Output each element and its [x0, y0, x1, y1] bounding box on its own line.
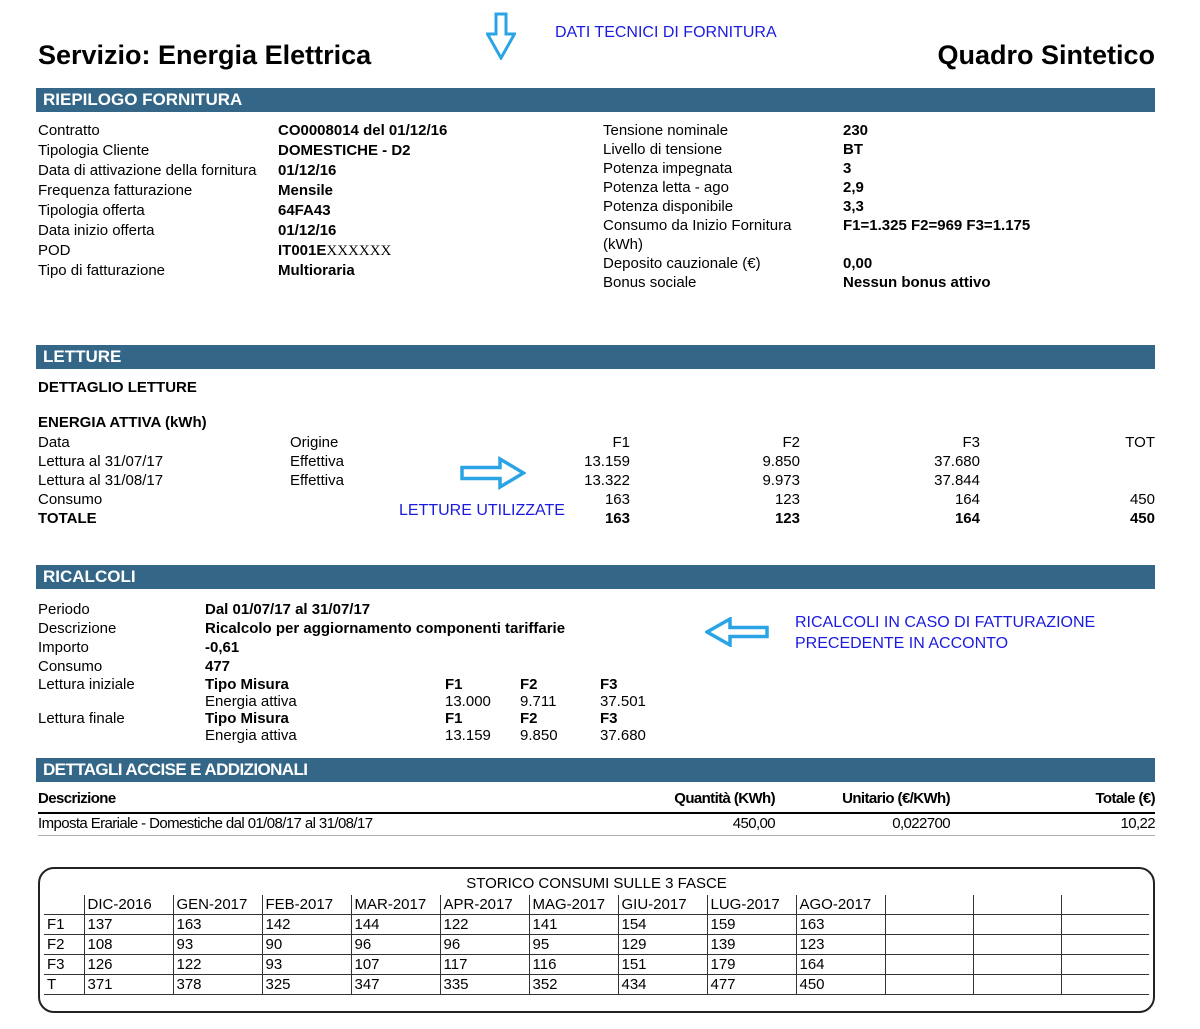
field-value: -0,61 — [205, 639, 240, 656]
tipo-misura-header: Tipo Misura — [205, 710, 289, 727]
field-value: Ricalcolo per aggiornamento componenti tariffarie — [205, 620, 566, 637]
cell: 450 — [796, 975, 885, 995]
field-label: Deposito cauzionale (€) — [603, 255, 761, 272]
cell: 325 — [262, 975, 351, 995]
f1-header: F1 — [445, 676, 463, 693]
storico-row — [44, 935, 1149, 955]
field-value — [278, 241, 391, 261]
cell: 108 — [84, 935, 173, 955]
cell: 126 — [84, 955, 173, 975]
riepilogo-right-column — [603, 121, 1155, 292]
field-value-main: Mensile — [278, 182, 334, 199]
field-label: Data di attivazione della fornitura — [38, 162, 257, 179]
field-label: Consumo — [38, 658, 103, 675]
storico-rows — [44, 915, 1149, 995]
field-label: Periodo — [38, 601, 90, 618]
riepilogo-row — [603, 216, 1155, 254]
reading-block — [38, 710, 738, 744]
riepilogo-row — [603, 140, 1155, 159]
section-bar-accise: DETTAGLI ACCISE E ADDIZIONALI — [36, 758, 1155, 782]
field-label: Potenza disponibile — [603, 198, 734, 215]
field-value-main: 01/12/16 — [278, 162, 337, 179]
cell-f2: 9.850 — [762, 453, 800, 470]
ricalcoli-note-line1: RICALCOLI IN CASO DI FATTURAZIONE — [795, 614, 1096, 631]
month-header: APR-2017 — [440, 895, 529, 915]
f1-value: 13.159 — [445, 727, 491, 744]
cell — [885, 935, 973, 955]
cell: 335 — [440, 975, 529, 995]
total-label: TOTALE — [38, 510, 97, 527]
storico-title: STORICO CONSUMI SULLE 3 FASCE — [466, 875, 727, 892]
field-label: Contratto — [38, 122, 100, 139]
field-value: 3,3 — [843, 198, 864, 215]
field-label: Descrizione — [38, 620, 117, 637]
cell: 144 — [351, 915, 440, 935]
storico-row — [44, 975, 1149, 995]
field-value — [278, 141, 411, 161]
cell-tot — [980, 452, 1155, 471]
cell: 117 — [440, 955, 529, 975]
f2-header: F2 — [520, 710, 538, 727]
total-f1: 163 — [604, 510, 630, 527]
riepilogo-row — [603, 178, 1155, 197]
cell: 96 — [351, 935, 440, 955]
storico-row — [44, 955, 1149, 975]
cell-data: Lettura al 31/08/17 — [38, 472, 164, 489]
spacer — [38, 693, 205, 710]
cell-f1: 13.159 — [584, 453, 630, 470]
cell — [973, 935, 1061, 955]
cell: 154 — [618, 915, 707, 935]
accise-data-row — [38, 814, 1155, 836]
field-value-main: 01/12/16 — [278, 222, 337, 239]
cell-f3: 164 — [954, 491, 980, 508]
ricalcoli-fields — [38, 600, 738, 676]
cell: 139 — [707, 935, 796, 955]
cell — [1061, 955, 1149, 975]
field-value — [278, 261, 355, 281]
cell: 352 — [529, 975, 618, 995]
col-unitario: Unitario (€/KWh) — [842, 790, 950, 807]
month-header: MAG-2017 — [529, 895, 618, 915]
month-header: GEN-2017 — [173, 895, 262, 915]
col-tot: TOT — [1125, 434, 1155, 451]
cell — [973, 975, 1061, 995]
storico-box — [38, 867, 1155, 1013]
riepilogo-row — [38, 201, 563, 221]
field-value-masked: XXXXXX — [326, 243, 392, 259]
cell: 151 — [618, 955, 707, 975]
field-value-main: CO0008014 del 01/12/16 — [278, 122, 448, 139]
field-label: Potenza letta - ago — [603, 179, 729, 196]
cell: 122 — [440, 915, 529, 935]
cell: 371 — [84, 975, 173, 995]
cell: 163 — [173, 915, 262, 935]
cell: 93 — [262, 955, 351, 975]
field-value — [278, 181, 333, 201]
row-label: F2 — [44, 935, 84, 955]
storico-table — [44, 895, 1149, 995]
cell-origine: Effettiva — [290, 472, 344, 489]
section-bar-letture: LETTURE — [36, 345, 1155, 369]
field-value: 230 — [843, 122, 869, 139]
cell: 96 — [440, 935, 529, 955]
ricalcoli-field-row — [38, 600, 738, 619]
total-f2: 123 — [774, 510, 800, 527]
month-header: DIC-2016 — [84, 895, 173, 915]
cell-descrizione: Imposta Erariale - Domestiche dal 01/08/17 al 31/08/17 — [38, 815, 373, 832]
cell-f1: 13.322 — [584, 472, 630, 489]
accise-table — [38, 789, 1155, 836]
cell-totale: 10,22 — [1120, 815, 1155, 832]
field-value: F1=1.325 F2=969 F3=1.175 — [843, 217, 1031, 234]
page-title: Servizio: Energia Elettrica — [38, 40, 372, 70]
cell: 90 — [262, 935, 351, 955]
cell: 179 — [707, 955, 796, 975]
riepilogo-row — [38, 141, 563, 161]
col-descrizione: Descrizione — [38, 790, 116, 807]
riepilogo-row — [38, 161, 563, 181]
riepilogo-left-column — [38, 121, 563, 281]
col-f2: F2 — [782, 434, 800, 451]
cell-unitario: 0,022700 — [892, 815, 950, 832]
letture-rows — [38, 452, 1155, 509]
cell: 434 — [618, 975, 707, 995]
month-header: MAR-2017 — [351, 895, 440, 915]
field-value-main: Multioraria — [278, 262, 355, 279]
riepilogo-row — [603, 254, 1155, 273]
cell-f2: 9.973 — [762, 472, 800, 489]
dati-tecnici-note: DATI TECNICI DI FORNITURA — [555, 24, 777, 41]
reading-label: Lettura finale — [38, 710, 125, 727]
riepilogo-row — [38, 121, 563, 141]
riepilogo-row — [38, 181, 563, 201]
accise-header-row — [38, 789, 1155, 814]
reading-header-row — [38, 676, 738, 693]
dettaglio-letture-heading: DETTAGLIO LETTURE — [38, 379, 197, 396]
cell — [885, 915, 973, 935]
reading-header-row — [38, 710, 738, 727]
cell-f2: 123 — [774, 491, 800, 508]
field-value: 0,00 — [843, 255, 873, 272]
total-tot: 450 — [1129, 510, 1155, 527]
cell: 137 — [84, 915, 173, 935]
field-value: Nessun bonus attivo — [843, 274, 991, 291]
field-value: 477 — [205, 658, 231, 675]
f2-header: F2 — [520, 676, 538, 693]
cell: 123 — [796, 935, 885, 955]
cell-f1: 163 — [604, 491, 630, 508]
ricalcoli-field-row — [38, 619, 738, 638]
cell-f3: 37.844 — [934, 472, 980, 489]
cell: 93 — [173, 935, 262, 955]
misura-name: Energia attiva — [205, 693, 297, 710]
reading-block — [38, 676, 738, 710]
cell: 129 — [618, 935, 707, 955]
cell: 122 — [173, 955, 262, 975]
reading-label: Lettura iniziale — [38, 676, 135, 693]
riepilogo-row — [603, 197, 1155, 216]
letture-row — [38, 490, 1155, 509]
section-bar-ricalcoli: RICALCOLI — [36, 565, 1155, 589]
col-f1: F1 — [612, 434, 630, 451]
field-label: Consumo da Inizio Fornitura (kWh) — [603, 217, 792, 253]
right-arrow-icon — [460, 456, 526, 490]
tipo-misura-header: Tipo Misura — [205, 676, 289, 693]
month-header: AGO-2017 — [796, 895, 885, 915]
spacer — [38, 727, 205, 744]
ricalcoli-readings — [38, 676, 738, 744]
f3-header: F3 — [600, 676, 618, 693]
ricalcoli-field-row — [38, 657, 738, 676]
f3-header: F3 — [600, 710, 618, 727]
letture-total-row — [38, 509, 1155, 528]
reading-value-row — [38, 693, 738, 710]
field-label: Livello di tensione — [603, 141, 723, 158]
misura-name: Energia attiva — [205, 727, 297, 744]
cell: 347 — [351, 975, 440, 995]
ricalcoli-field-row — [38, 638, 738, 657]
col-totale: Totale (€) — [1095, 790, 1155, 807]
field-label: Importo — [38, 639, 89, 656]
field-label: Data inizio offerta — [38, 222, 155, 239]
field-value — [278, 121, 447, 141]
cell — [1061, 935, 1149, 955]
field-label: Tipologia Cliente — [38, 142, 150, 159]
field-value-main: IT001E — [278, 242, 327, 259]
cell — [973, 915, 1061, 935]
letture-row — [38, 471, 1155, 490]
cell — [885, 955, 973, 975]
letture-utilizzate-note: LETTURE UTILIZZATE — [399, 502, 565, 519]
cell-origine: Effettiva — [290, 453, 344, 470]
month-header — [44, 895, 84, 915]
field-label: Tensione nominale — [603, 122, 729, 139]
riepilogo-row — [38, 221, 563, 241]
col-data: Data — [38, 434, 70, 451]
field-value: Dal 01/07/17 al 31/07/17 — [205, 601, 371, 618]
cell: 95 — [529, 935, 618, 955]
cell-tot: 450 — [1129, 491, 1155, 508]
field-label: Bonus sociale — [603, 274, 697, 291]
cell — [885, 975, 973, 995]
field-value-main: DOMESTICHE - D2 — [278, 142, 411, 159]
cell-f3: 37.680 — [934, 453, 980, 470]
cell — [973, 955, 1061, 975]
field-value — [278, 221, 336, 241]
energia-attiva-heading: ENERGIA ATTIVA (kWh) — [38, 414, 207, 431]
cell: 159 — [707, 915, 796, 935]
field-value — [278, 161, 336, 181]
field-label: Tipo di fatturazione — [38, 262, 166, 279]
month-header — [885, 895, 973, 915]
month-header: GIU-2017 — [618, 895, 707, 915]
down-arrow-icon — [486, 12, 516, 60]
cell-tot — [980, 471, 1155, 490]
field-label: POD — [38, 242, 71, 259]
storico-header-row — [44, 895, 1149, 915]
month-header: FEB-2017 — [262, 895, 351, 915]
total-f3: 164 — [954, 510, 980, 527]
cell-data: Consumo — [38, 491, 103, 508]
riepilogo-row — [38, 261, 563, 281]
letture-table — [38, 433, 1155, 528]
f1-value: 13.000 — [445, 693, 491, 710]
row-label: F3 — [44, 955, 84, 975]
field-value: 2,9 — [843, 179, 864, 196]
field-value-main: 64FA43 — [278, 202, 331, 219]
field-value — [278, 201, 331, 221]
section-bar-riepilogo: RIEPILOGO FORNITURA — [36, 88, 1155, 112]
f1-header: F1 — [445, 710, 463, 727]
col-f3: F3 — [962, 434, 980, 451]
riepilogo-row — [603, 121, 1155, 140]
field-label: Tipologia offerta — [38, 202, 145, 219]
f2-value: 9.850 — [520, 727, 558, 744]
cell-quantita: 450,00 — [732, 815, 775, 832]
ricalcoli-note — [795, 612, 1095, 654]
cell: 142 — [262, 915, 351, 935]
letture-header-row — [38, 433, 1155, 452]
riepilogo-row — [38, 241, 563, 261]
cell: 477 — [707, 975, 796, 995]
reading-value-row — [38, 727, 738, 744]
storico-row — [44, 915, 1149, 935]
left-arrow-icon — [705, 617, 769, 647]
col-quantita: Quantità (KWh) — [674, 790, 775, 807]
letture-row — [38, 452, 1155, 471]
cell-data: Lettura al 31/07/17 — [38, 453, 164, 470]
col-origine: Origine — [290, 434, 339, 451]
field-label: Frequenza fatturazione — [38, 182, 193, 199]
f3-value: 37.501 — [600, 693, 646, 710]
field-label: Potenza impegnata — [603, 160, 733, 177]
cell — [1061, 915, 1149, 935]
field-value: 3 — [843, 160, 852, 177]
f2-value: 9.711 — [520, 693, 557, 710]
cell — [1061, 975, 1149, 995]
cell: 116 — [529, 955, 618, 975]
month-header: LUG-2017 — [707, 895, 796, 915]
month-header — [973, 895, 1061, 915]
riepilogo-row — [603, 159, 1155, 178]
field-value: BT — [843, 141, 863, 158]
cell: 164 — [796, 955, 885, 975]
cell: 107 — [351, 955, 440, 975]
cell: 378 — [173, 975, 262, 995]
month-header — [1061, 895, 1149, 915]
row-label: F1 — [44, 915, 84, 935]
ricalcoli-note-line2: PRECEDENTE IN ACCONTO — [795, 635, 1009, 652]
f3-value: 37.680 — [600, 727, 646, 744]
cell: 163 — [796, 915, 885, 935]
page-subtitle: Quadro Sintetico — [937, 40, 1155, 70]
row-label: T — [44, 975, 84, 995]
riepilogo-row — [603, 273, 1155, 292]
cell: 141 — [529, 915, 618, 935]
